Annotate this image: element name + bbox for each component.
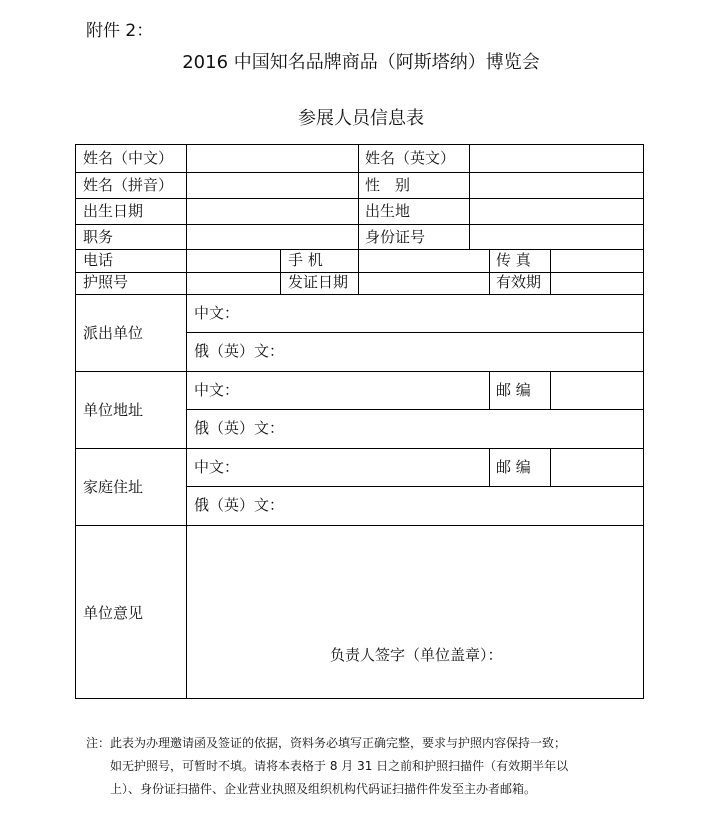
table-border-left: [75, 144, 76, 699]
row-line: [75, 249, 644, 250]
col-line: [358, 249, 359, 295]
label-home-address-russian-english: 俄（英）文：: [194, 496, 285, 514]
label-fax: 传 真: [496, 251, 531, 269]
row-line: [75, 172, 644, 173]
col-line: [489, 371, 490, 409]
label-unit-address: 单位地址: [83, 401, 144, 419]
col-line: [186, 144, 187, 699]
note-line-3: 上）、身份证扫描件、企业营业执照及组织机构代码证扫描件件发至主办者邮箱。: [110, 782, 537, 796]
label-dispatch-russian-english: 俄（英）文：: [194, 342, 285, 360]
row-line: [75, 224, 644, 225]
row-line: [75, 294, 644, 295]
note-line-1: 注：此表为办理邀请函及签证的依据，资料务必填写正确完整，要求与护照内容保持一致；: [86, 736, 567, 750]
label-unit-opinion: 单位意见: [83, 604, 144, 622]
row-line: [75, 448, 644, 449]
row-line: [186, 409, 644, 410]
table-border-top: [75, 144, 644, 145]
label-valid-until: 有效期: [496, 273, 542, 291]
row-line: [186, 486, 644, 487]
label-dispatch-unit: 派出单位: [83, 324, 144, 342]
label-birth-date: 出生日期: [83, 202, 144, 220]
label-mobile: 手 机: [288, 251, 323, 269]
row-line: [75, 272, 644, 273]
document-title: 2016 中国知名品牌商品（阿斯塔纳）博览会: [182, 52, 540, 73]
note-line-2: 如无护照号，可暂时不填。请将本表格于 8 月 31 日之前和护照扫描件（有效期半年以: [110, 759, 569, 773]
label-position: 职务: [83, 228, 114, 246]
row-line: [75, 371, 644, 372]
label-phone: 电话: [83, 251, 114, 269]
label-id-number: 身份证号: [365, 228, 426, 246]
row-line: [75, 198, 644, 199]
label-dispatch-chinese: 中文：: [194, 304, 240, 322]
label-name-pinyin: 姓名（拼音）: [83, 176, 174, 194]
label-issue-date: 发证日期: [288, 273, 349, 291]
label-home-postcode: 邮 编: [496, 458, 531, 476]
label-signature-seal: 负责人签字（单位盖章）：: [330, 646, 503, 664]
col-line: [469, 144, 470, 250]
attachment-label: 附件 2：: [86, 21, 154, 41]
col-line: [489, 448, 490, 486]
label-name-chinese: 姓名（中文）: [83, 149, 174, 167]
row-line: [75, 525, 644, 526]
col-line: [358, 144, 359, 250]
col-line: [550, 249, 551, 295]
label-passport-number: 护照号: [83, 273, 129, 291]
col-line: [280, 249, 281, 295]
table-border-bottom: [75, 698, 644, 699]
label-birth-place: 出生地: [365, 202, 411, 220]
label-name-english: 姓名（英文）: [365, 149, 456, 167]
table-border-right: [643, 144, 644, 699]
col-line: [550, 371, 551, 409]
label-unit-address-chinese: 中文：: [194, 381, 240, 399]
form-title: 参展人员信息表: [298, 108, 424, 129]
label-unit-address-russian-english: 俄（英）文：: [194, 419, 285, 437]
label-home-address-chinese: 中文：: [194, 458, 240, 476]
label-gender: 性 别: [365, 176, 411, 194]
col-line: [550, 448, 551, 486]
col-line: [489, 249, 490, 295]
label-home-address: 家庭住址: [83, 478, 144, 496]
label-unit-postcode: 邮 编: [496, 381, 531, 399]
row-line: [186, 332, 644, 333]
